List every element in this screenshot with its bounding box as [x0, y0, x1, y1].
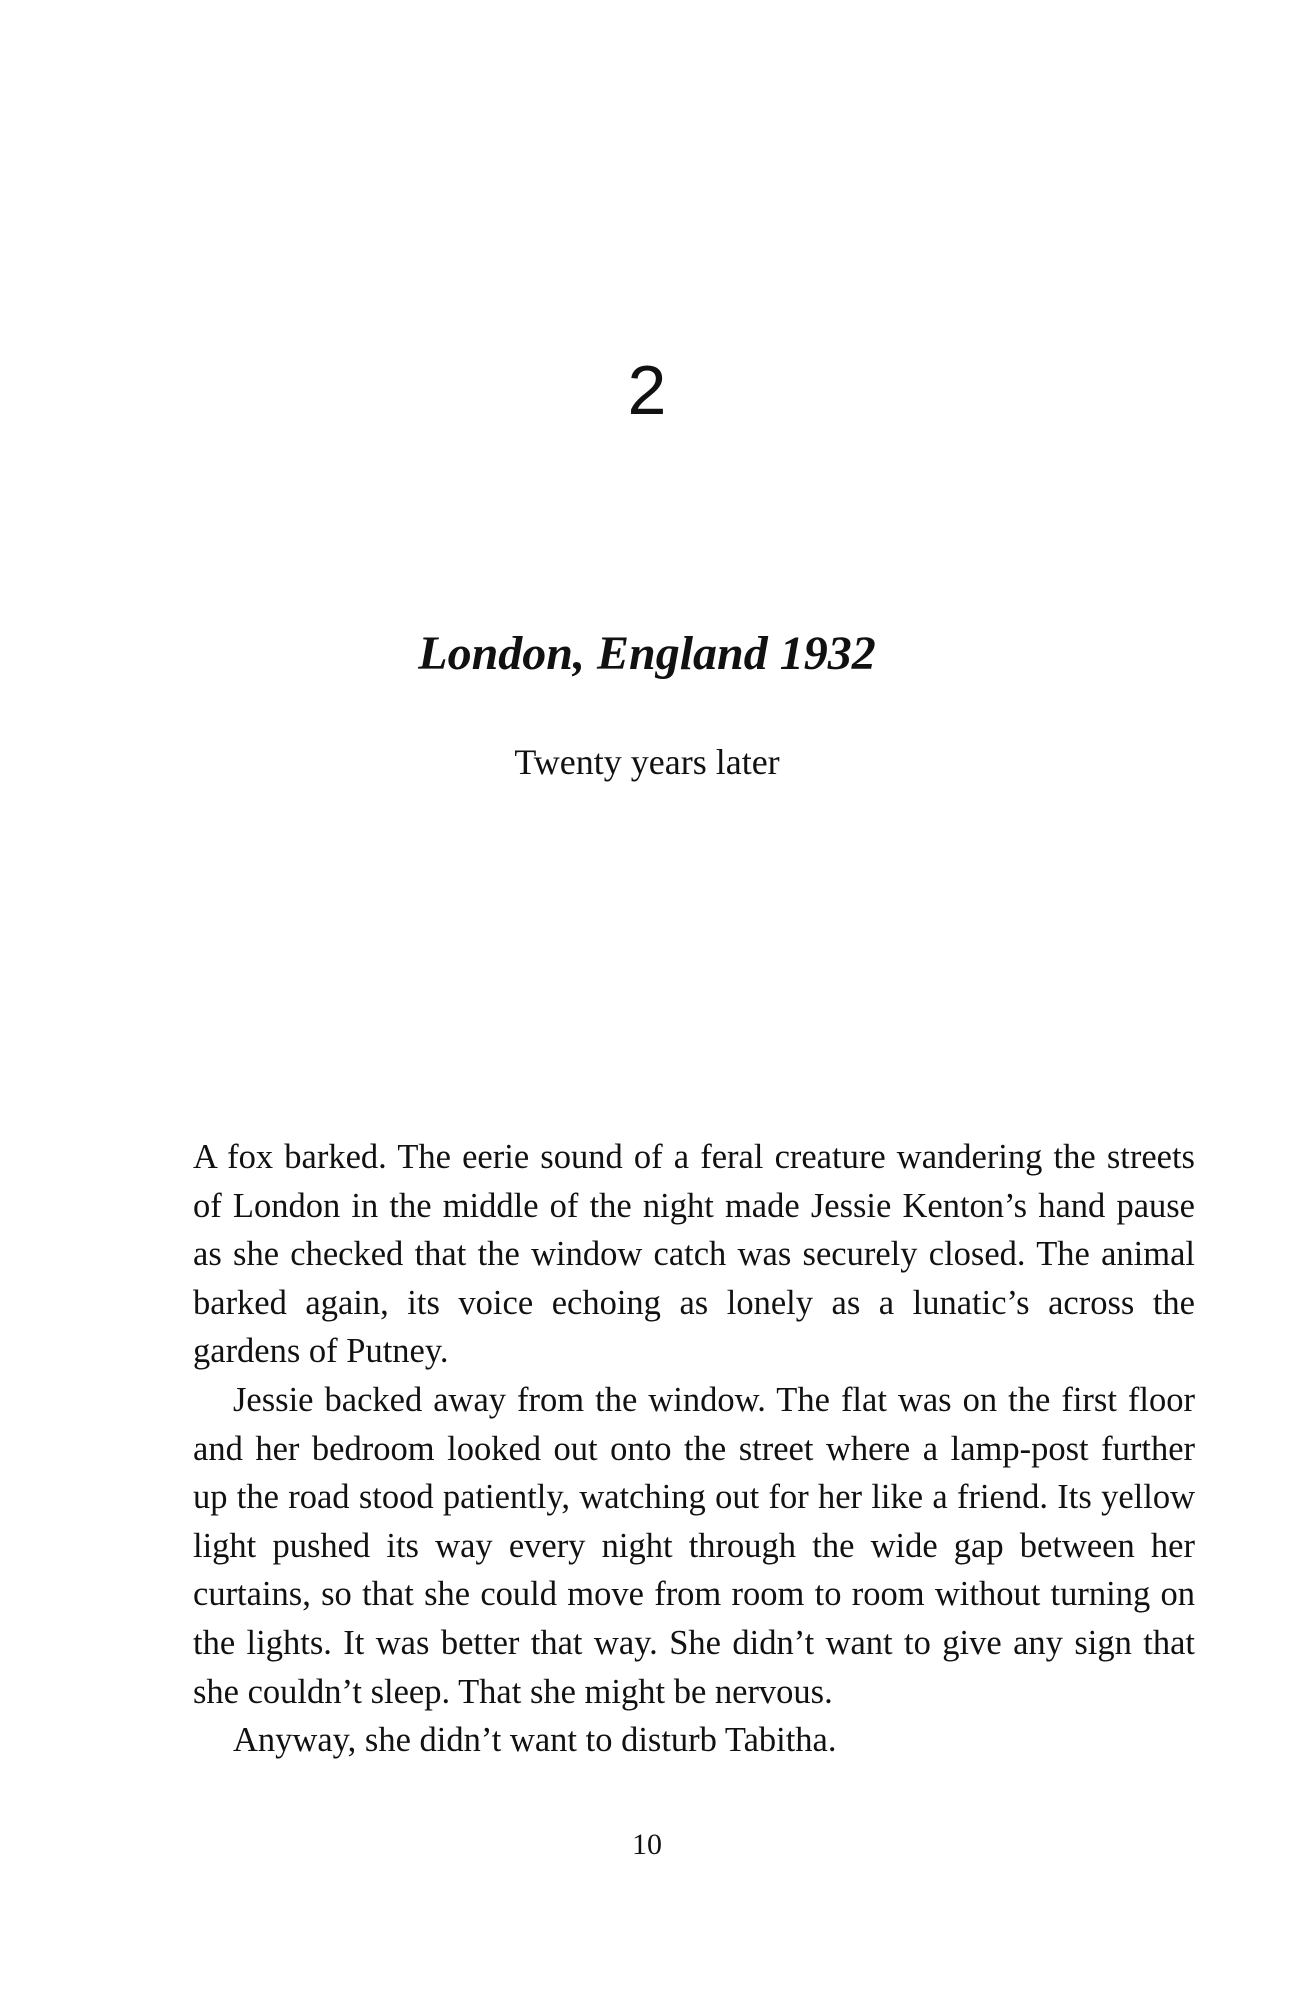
chapter-place-date: London, England 1932 [418, 627, 876, 680]
chapter-number: 2 [627, 351, 667, 429]
paragraph: A fox barked. The eerie sound of a feral creature wandering the streets of London in the middle of the night made Jessie Kenton’s hand pause as she checked that the window catch was securely closed. The animal barked again, its voice echoing as lonely as a lunatic’s across the gardens of Putney. [193, 1138, 1195, 1371]
page-number: 10 [632, 1828, 662, 1861]
paragraph: Jessie backed away from the window. The flat was on the first floor and her bedroom looked out onto the street where a lamp-post further up the road stood patiently, watching out for her like a friend. Its yellow light pushed its way every night through the wide gap between her curtains, so that she could move from room to room without turning on the lights. It was better that way. She didn’t want to give any sign that she couldn’t sleep. That she might be nervous. [193, 1380, 1195, 1711]
chapter-subtitle: Twenty years later [514, 742, 780, 782]
paragraph: Anyway, she didn’t want to disturb Tabitha. [233, 1721, 837, 1760]
chapter-body [193, 1133, 1195, 1765]
